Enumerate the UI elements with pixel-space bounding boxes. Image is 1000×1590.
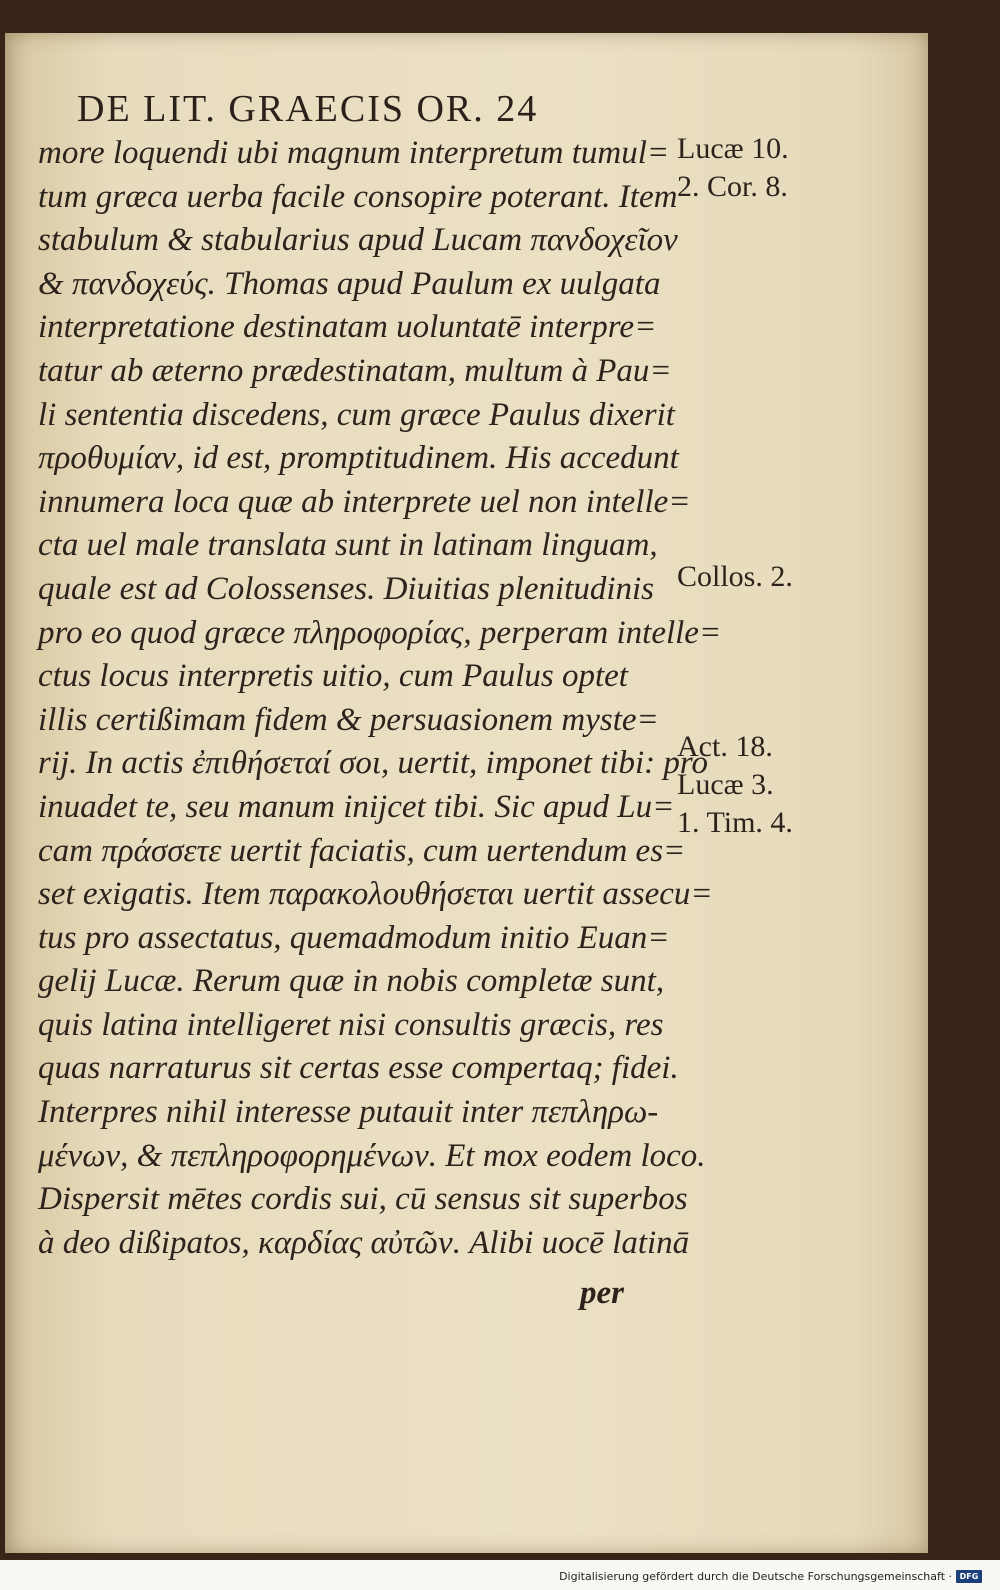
text-line: rij. In actis ἐπιθήσεταί σοι, uertit, imponet tibi: pro <box>38 745 708 782</box>
body-text <box>38 132 722 1265</box>
text-line: pro eo quod græce πληροφορίας, perperam intelle= <box>38 614 722 651</box>
text-line: set exigatis. Item παρακολουθήσεται uertit assecu= <box>38 876 713 913</box>
margin-note: Lucæ 3. <box>677 768 774 801</box>
margin-note: 2. Cor. 8. <box>677 170 788 203</box>
text-line: cam πράσσετε uertit faciatis, cum uertendum es= <box>38 832 686 869</box>
text-line: inuadet te, seu manum inijcet tibi. Sic apud Lu= <box>38 788 675 825</box>
text-line: more loquendi ubi magnum interpretum tumul= <box>38 135 670 171</box>
text-line: tatur ab æterno prædestinatam, multum à Pau= <box>38 352 672 389</box>
credit-text: Digitalisierung gefördert durch die Deutsche Forschungsgemeinschaft · <box>559 1569 952 1583</box>
digitization-credit <box>559 1567 982 1585</box>
catchword: per <box>580 1275 624 1311</box>
text-line: Interpres nihil interesse putauit inter πεπληρω- <box>38 1094 659 1131</box>
margin-note: 1. Tim. 4. <box>677 806 793 839</box>
text-line: προθυμίαν, id est, promptitudinem. His accedunt <box>38 440 679 477</box>
book-page <box>5 33 928 1553</box>
dfg-logo-icon: DFG <box>956 1570 982 1583</box>
text-line: & πανδοχεύς. Thomas apud Paulum ex uulgata <box>38 265 661 302</box>
margin-note: Act. 18. <box>677 730 773 763</box>
text-line: innumera loca quæ ab interprete uel non intelle= <box>38 483 691 520</box>
text-line: li sententia discedens, cum græce Paulus dixerit <box>38 396 675 433</box>
text-line: tum græca uerba facile consopire poterant. Item <box>38 178 678 215</box>
text-line: tus pro assectatus, quemadmodum initio Euan= <box>38 919 670 956</box>
text-line: quis latina intelligeret nisi consultis græcis, res <box>38 1006 664 1043</box>
text-line: cta uel male translata sunt in latinam linguam, <box>38 527 658 564</box>
margin-note: Lucæ 10. <box>677 132 789 165</box>
text-line: μένων, & πεπληροφορημένων. Et mox eodem loco. <box>38 1137 706 1174</box>
text-line: interpretatione destinatam uoluntatē interpre= <box>38 309 657 346</box>
text-line: stabulum & stabularius apud Lucam πανδοχεῖον <box>38 222 678 259</box>
text-line: illis certißimam fidem & persuasionem myste= <box>38 701 659 738</box>
text-line: Dispersit mētes cordis sui, cū sensus sit superbos <box>38 1181 688 1218</box>
text-line: quale est ad Colossenses. Diuitias plenitudinis <box>38 570 654 607</box>
text-line: quas narraturus sit certas esse compertaq; fidei. <box>38 1050 679 1087</box>
running-header: DE LIT. GRAECIS OR. 24 <box>77 88 539 130</box>
text-line: ctus locus interpretis uitio, cum Paulus optet <box>38 658 628 695</box>
margin-note: Collos. 2. <box>677 560 793 593</box>
text-line: à deo dißipatos, καρδίας αὐτῶν. Alibi uocē latinā <box>38 1224 690 1261</box>
text-line: gelij Lucæ. Rerum quæ in nobis completæ sunt, <box>38 963 665 1000</box>
